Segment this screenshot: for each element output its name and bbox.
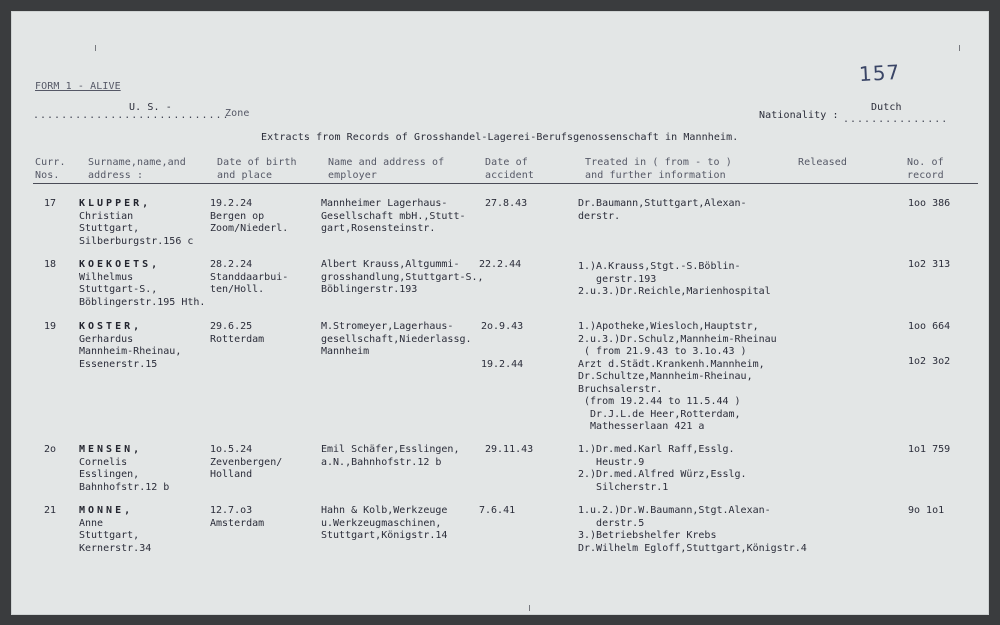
row-record: 1oo 386 [908, 198, 951, 209]
document-page [11, 11, 989, 615]
row-surname: KOEKOETS, [79, 259, 161, 270]
registration-mark [529, 605, 530, 611]
dots-left: ............................ [33, 110, 230, 121]
row-name-address: Christian Stuttgart, Silberburgstr.156 c [79, 210, 194, 247]
document-title: Extracts from Records of Grosshandel-Lagerei-Berufsgenossenschaft in Mannheim. [261, 132, 739, 143]
header-treated: Treated in ( from - to ) and further information [585, 157, 732, 181]
header-birth: Date of birth and place [217, 157, 297, 181]
nationality-label: Nationality : [759, 110, 839, 121]
header-accident: Date of accident [485, 157, 534, 181]
header-name-address: Surname,name,and address : [88, 157, 186, 181]
dots-right: ............... [843, 114, 949, 125]
row-employer: M.Stromeyer,Lagerhaus- gesellschaft,Niederlassg. Mannheim [321, 321, 472, 357]
row-record: 1o2 313 [908, 259, 951, 270]
row-number: 21 [44, 505, 57, 516]
row-employer: Hahn & Kolb,Werkzeuge u.Werkzeugmaschinen, Stuttgart,Königstr.14 [321, 505, 448, 541]
row-name-address: Wilhelmus Stuttgart-S., Böblingerstr.195 Hth. [79, 271, 206, 308]
header-curr-nos: Curr. Nos. [35, 157, 66, 181]
header-employer: Name and address of employer [328, 157, 445, 181]
row-treated: 1.u.2.)Dr.W.Baumann,Stgt.Alexan- derstr.5 3.)Betriebshelfer Krebs Dr.Wilhelm Egloff,Stuttgart,Königstr.4 [578, 505, 807, 554]
row-birth: 12.7.o3 Amsterdam [210, 505, 265, 529]
row-record-second: 1o2 3o2 [908, 356, 951, 367]
row-name-address: Gerhardus Mannheim-Rheinau, Essenerstr.15 [79, 333, 182, 370]
row-birth: 29.6.25 Rotterdam [210, 321, 265, 345]
registration-mark [959, 45, 960, 51]
row-accident: 29.11.43 [485, 444, 534, 455]
row-record: 9o 1o1 [908, 505, 945, 516]
registration-mark [95, 45, 96, 51]
row-birth: 1o.5.24 Zevenbergen/ Holland [210, 444, 283, 480]
row-accident-second: 19.2.44 [481, 359, 524, 370]
row-accident: 22.2.44 [479, 259, 522, 270]
row-treated: 1.)Apotheke,Wiesloch,Hauptstr, 2.u.3.)Dr.Schulz,Mannheim-Rheinau ( from 21.9.43 to 3.1o.43 ) Arzt d.Städt.Krankenh.Mannheim, Dr.Schultze,Mannheim-Rheinau, Bruchsalerstr. (from 19.2.44 to 11.5.44 ) Dr.J.L.de Heer,Rotterdam, Mathesserlaan 421 a [578, 321, 777, 432]
row-number: 17 [44, 198, 57, 209]
nationality-value: Dutch [871, 102, 902, 113]
row-record: 1oo 664 [908, 321, 951, 332]
row-surname: MENSEN, [79, 444, 143, 455]
zone-label: Zone [225, 108, 250, 119]
row-employer: Emil Schäfer,Esslingen, a.N.,Bahnhofstr.12 b [321, 444, 460, 468]
row-birth: 19.2.24 Bergen op Zoom/Niederl. [210, 198, 289, 234]
row-number: 19 [44, 321, 57, 332]
row-record: 1o1 759 [908, 444, 951, 455]
row-birth: 28.2.24 Standdaarbui- ten/Holl. [210, 259, 289, 295]
row-accident: 27.8.43 [485, 198, 528, 209]
row-number: 18 [44, 259, 57, 270]
row-name-address: Anne Stuttgart, Kernerstr.34 [79, 517, 152, 554]
row-treated: Dr.Baumann,Stuttgart,Alexan- derstr. [578, 198, 747, 222]
header-record: No. of record [907, 157, 944, 181]
row-surname: KLUPPER, [79, 198, 152, 209]
row-employer: Albert Krauss,Altgummi- grosshandlung,Stuttgart-S., Böblingerstr.193 [321, 259, 484, 295]
handwritten-page-number: 157 [858, 59, 901, 87]
header-released: Released [798, 157, 847, 168]
row-surname: MONNE, [79, 505, 134, 516]
row-treated: 1.)Dr.med.Karl Raff,Esslg. Heustr.9 2.)Dr.med.Alfred Würz,Esslg. Silcherstr.1 [578, 444, 747, 493]
row-name-address: Cornelis Esslingen, Bahnhofstr.12 b [79, 456, 170, 493]
header-rule [33, 183, 978, 184]
row-number: 2o [44, 444, 57, 455]
form-label: FORM 1 - ALIVE [35, 81, 121, 92]
us-label: U. S. - [129, 102, 172, 113]
row-employer: Mannheimer Lagerhaus- Gesellschaft mbH.,Stutt- gart,Rosensteinstr. [321, 198, 466, 234]
row-accident: 7.6.41 [479, 505, 516, 516]
row-treated: 1.)A.Krauss,Stgt.-S.Böblin- gerstr.193 2.u.3.)Dr.Reichle,Marienhospital [578, 261, 771, 297]
row-surname: KOSTER, [79, 321, 143, 332]
row-accident: 2o.9.43 [481, 321, 524, 332]
